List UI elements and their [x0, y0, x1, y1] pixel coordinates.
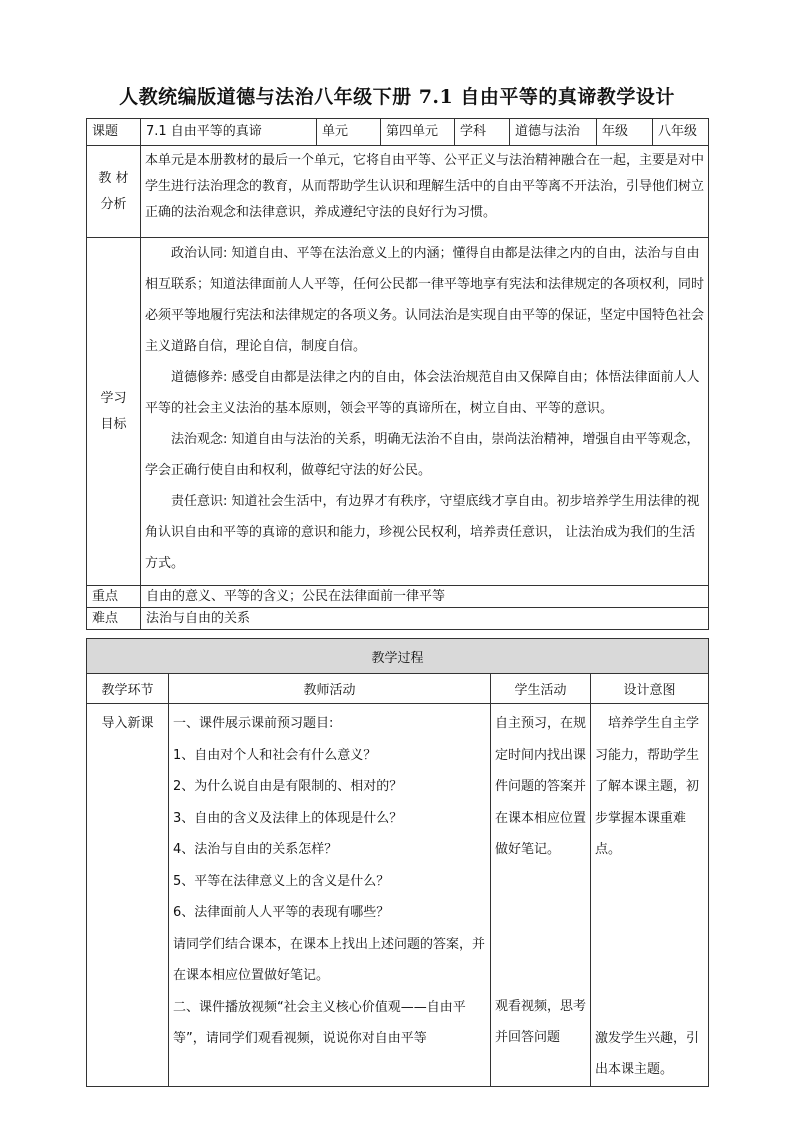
topic-label: 课题 [87, 119, 141, 146]
teacher-video-line: 二、课件播放视频“社会主义核心价值观——自由平等”，请同学们观看视频，说说你对自由平等 [173, 999, 466, 1046]
stage-cell: 导入新课 [87, 704, 169, 1087]
design-intent-2: 激发学生兴趣，引出本课主题。 [595, 1030, 700, 1077]
objectives-label-line2: 目标 [100, 416, 127, 432]
difficulty-text: 法治与自由的关系 [141, 608, 709, 630]
student-activity-1: 自主预习，在规定时间内找出课件问题的答案并在课本相应位置做好笔记。 [495, 716, 587, 857]
difficulty-label: 难点 [87, 608, 141, 630]
design-intent-1: 培养学生自主学习能力，帮助学生了解本课主题，初步掌握本课重难点。 [595, 716, 700, 857]
grade-label: 年级 [597, 119, 653, 146]
lesson-info-table [86, 118, 709, 630]
subject-label: 学科 [455, 119, 510, 146]
objective-legal: 法治观念: 知道自由与法治的关系，明确无法治不自由，崇尚法治精神，增强自由平等观念，学会正确行使自由和权利，做尊纪守法的好公民。 [145, 432, 700, 478]
student-activity-2: 观看视频，思考并回答问题 [495, 998, 587, 1045]
teacher-line: 2、为什么说自由是有限制的、相对的？ [173, 779, 403, 794]
teacher-line: 一、课件展示课前预习题目: [173, 716, 334, 731]
teacher-line: 4、法治与自由的关系怎样？ [173, 842, 338, 857]
col-stage-header: 教学环节 [87, 674, 169, 704]
unit-value: 第四单元 [381, 119, 455, 146]
objective-moral: 道德修养: 感受自由都是法律之内的自由，体会法治规范自由又保障自由；体悟法律面前人人平等的社会主义法治的基本原则，领会平等的真谛所在，树立自由、平等的意识。 [145, 370, 700, 416]
grade-value: 八年级 [653, 119, 709, 146]
design-intent-cell [591, 704, 709, 1087]
analysis-label [87, 146, 141, 238]
analysis-label-line1: 教 材 [98, 170, 129, 186]
document-title: 人教统编版道德与法治八年级下册 7.1 自由平等的真谛教学设计 [119, 86, 675, 108]
teacher-line: 3、自由的含义及法律上的体现是什么？ [173, 810, 403, 826]
objectives-label-line1: 学习 [100, 390, 127, 406]
teacher-line: 5、平等在法律意义上的含义是什么？ [173, 873, 390, 889]
table-row [87, 704, 709, 1087]
process-header: 教学过程 [87, 639, 709, 674]
teacher-line: 6、法律面前人人平等的表现有哪些？ [173, 905, 390, 920]
objectives-label [87, 238, 141, 586]
topic-value: 7.1 自由平等的真谛 [141, 119, 317, 146]
teacher-line: 请同学们结合课本，在课本上找出上述问题的答案，并在课本相应位置做好笔记。 [173, 936, 486, 983]
unit-label: 单元 [317, 119, 381, 146]
objective-political: 政治认同: 知道自由、平等在法治意义上的内涵；懂得自由都是法律之内的自由，法治与自由相互联系；知道法律面前人人平等，任何公民都一律平等地享有宪法和法律规定的各项权利，同时必须平等地履行宪法和法律规定的各项义务。认同法治是实现自由平等的保证，坚定中国特色社会主义道路自信，理论自信，制度自信。 [145, 246, 705, 354]
objectives-text [141, 238, 709, 586]
teacher-line: 1、自由对个人和社会有什么意义？ [173, 747, 377, 763]
teacher-activity-cell [169, 704, 491, 1087]
analysis-text: 本单元是本册教材的最后一个单元，它将自由平等、公平正义与法治精神融合在一起，主要是对中学生进行法治理念的教育，从而帮助学生认识和理解生活中的自由平等离不开法治，引导他们树立正确的法治观念和法律意识，养成遵纪守法的良好行为习惯。 [141, 146, 709, 238]
subject-value: 道德与法治 [510, 119, 597, 146]
key-point-label: 重点 [87, 586, 141, 608]
key-point-text: 自由的意义、平等的含义；公民在法律面前一律平等 [141, 586, 709, 608]
objective-responsibility: 责任意识: 知道社会生活中，有边界才有秩序，守望底线才享自由。初步培养学生用法律的视角认识自由和平等的真谛的意识和能力，珍视公民权利，培养责任意识， 让法治成为我们的生活方式。 [145, 494, 700, 571]
col-teacher-header: 教师活动 [169, 674, 491, 704]
col-intent-header: 设计意图 [591, 674, 709, 704]
student-activity-cell [491, 704, 591, 1087]
analysis-label-line2: 分析 [100, 196, 127, 212]
teaching-process-table [86, 638, 709, 1087]
col-student-header: 学生活动 [491, 674, 591, 704]
